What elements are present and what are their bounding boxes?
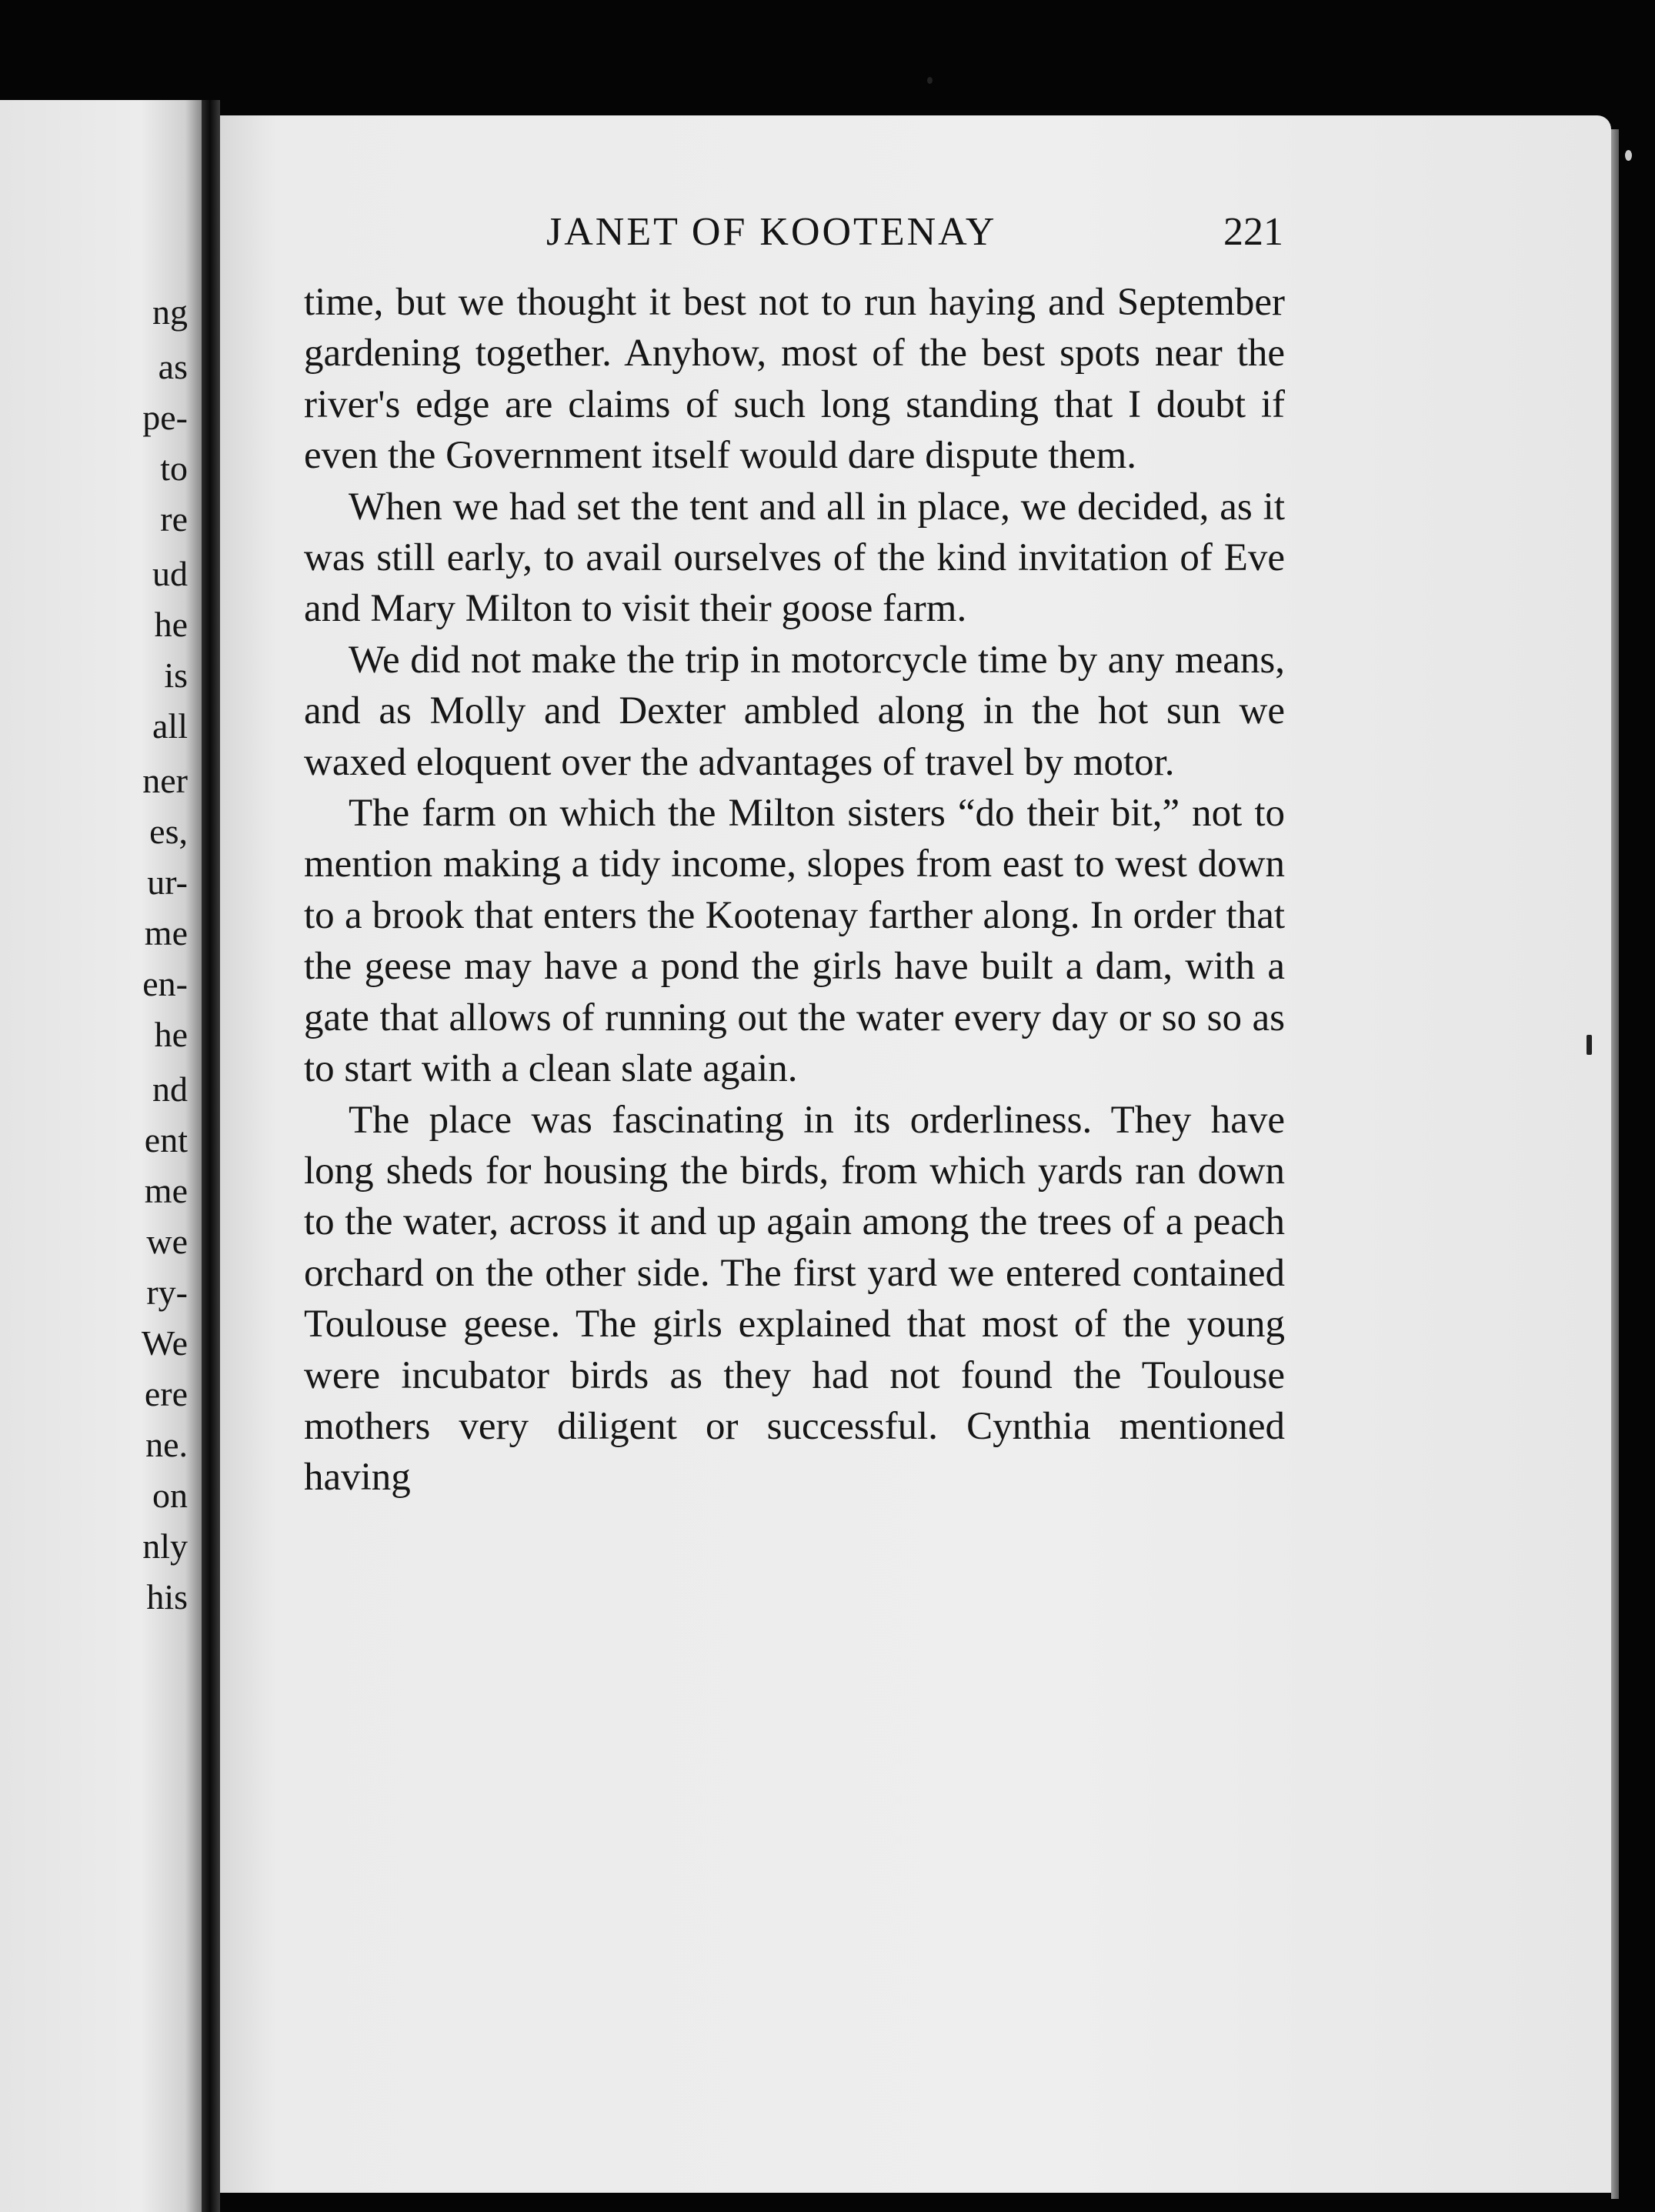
paragraph: We did not make the trip in motorcycle time by any means, and as Molly and Dexter ambled along in the hot sun we waxed eloquent over the advantages of travel by motor.: [304, 638, 1285, 784]
left-page-fragment: nd: [152, 1069, 188, 1109]
left-page-fragment: as: [158, 347, 188, 386]
scan-speck: [1587, 1035, 1592, 1055]
left-page-fragment: ent: [144, 1120, 188, 1159]
left-page-fragment: on: [152, 1476, 188, 1515]
paragraph: The place was fascinating in its orderliness. They have long sheds for housing the birds, from which yards ran down to the water, across it and up again among the trees of a peach orchard on the other side. The first yard we entered contained Toulouse geese. The girls explained that most of the young were incubator birds as they had not found the Toulouse mothers very diligent or successful. Cynthia mentioned having: [304, 1098, 1285, 1500]
left-page-fragment: his: [146, 1577, 188, 1616]
left-page-fragment: to: [160, 449, 188, 488]
paragraph: The farm on which the Milton sisters “do their bit,” not to mention making a tidy income, slopes from east to west down to a brook that enters the Kootenay farther along. In order that the geese may have a pond the girls have built a dam, with a gate that allows of running out the water every day or so so as to start with a clean slate again.: [304, 792, 1285, 1091]
left-page-fragment: We: [141, 1323, 188, 1363]
left-page-fragment: ur-: [147, 862, 188, 902]
left-page-fragment: he: [154, 605, 188, 644]
left-page: [0, 100, 202, 2212]
body-text: [304, 277, 1285, 1503]
left-page-fragment: he: [154, 1015, 188, 1054]
book-gutter: [202, 100, 220, 2212]
scan-speck: [1625, 150, 1632, 161]
left-page-fragment: ner: [142, 761, 188, 800]
left-page-text-fragments: [142, 287, 188, 1623]
left-page-fragment: is: [164, 656, 188, 695]
page-edge: [1611, 129, 1619, 2199]
left-page-fragment: me: [144, 913, 188, 953]
running-head: [0, 209, 1655, 263]
left-page-fragment: ere: [144, 1374, 188, 1413]
left-page-fragment: ud: [152, 554, 188, 593]
left-page-fragment: we: [146, 1222, 188, 1261]
left-page-fragment: pe-: [142, 398, 188, 437]
scan-speck: [927, 77, 933, 84]
left-page-fragment: re: [160, 499, 188, 539]
left-page-fragment: ry-: [146, 1273, 188, 1312]
paragraph: time, but we thought it best not to run haying and September gardening together. Anyhow, most of the best spots near the river's edge are claims of such long standing that I doubt if even the Government itself would dare dispute them.: [304, 281, 1285, 478]
page-number: 221: [1223, 210, 1283, 254]
running-head-title: JANET OF KOOTENAY: [546, 210, 997, 254]
left-page-fragment: es,: [149, 812, 188, 851]
left-page-fragment: en-: [142, 964, 188, 1003]
left-page-fragment: nly: [142, 1526, 188, 1566]
left-page-fragment: ne.: [145, 1425, 188, 1464]
left-page-fragment: all: [152, 706, 188, 746]
left-page-fragment: ng: [152, 292, 188, 332]
left-page-fragment: me: [144, 1171, 188, 1210]
paragraph: When we had set the tent and all in place, we decided, as it was still early, to avail ourselves of the kind invitation of Eve and Mary Milton to visit their goose farm.: [304, 485, 1285, 631]
